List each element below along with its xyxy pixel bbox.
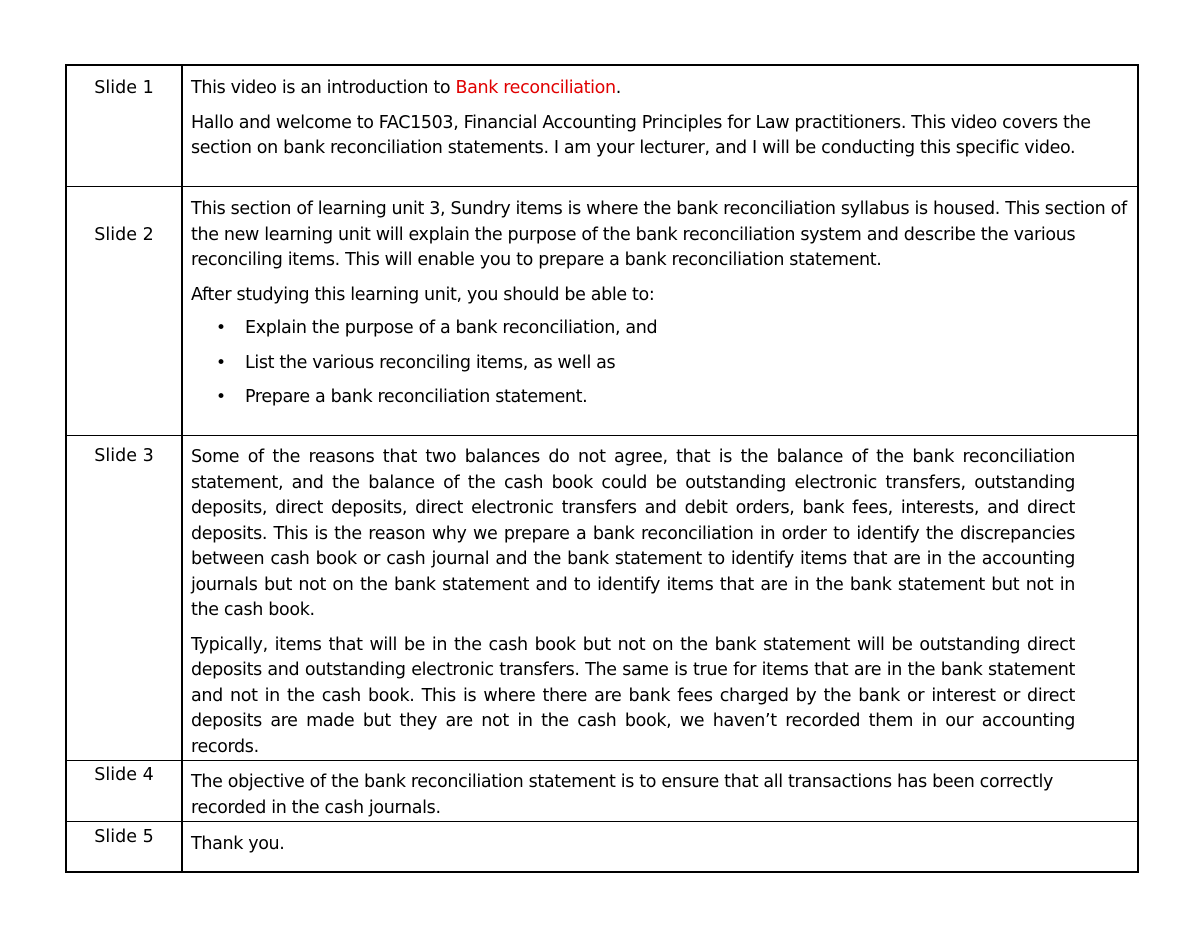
slide-label: Slide 4 (67, 761, 183, 821)
paragraph: Some of the reasons that two balances do not agree, that is the balance of the bank reconciliation statement, and the balance of the cash book could be outstanding electronic transfers, outstanding deposits, direct deposits, direct electronic transfers and debit orders, bank fees, interests, and direct deposits. This is the reason why we prepare a bank reconciliation in order to identify the discrepancies between cash book or cash journal and the bank statement to identify items that are in the accounting journals but not on the bank statement and to identify items that are in the bank statement but not in the cash book. (191, 447, 1075, 620)
slide-text (183, 761, 1137, 821)
objectives-list (191, 316, 1135, 411)
slide-label: Slide 2 (67, 187, 183, 435)
paragraph: This section of learning unit 3, Sundry items is where the bank reconciliation syllabus is housed. This section of the new learning unit will explain the purpose of the bank reconciliation system and describe the various reconciling items. This will enable you to prepare a bank reconciliation statement. (191, 199, 1127, 270)
highlighted-topic: Bank reconciliation (455, 78, 616, 98)
bullet-icon: • (216, 318, 226, 338)
intro-suffix: . (615, 78, 621, 98)
slide-text (183, 187, 1137, 435)
bullet-icon: • (216, 387, 226, 407)
table-row (67, 66, 1137, 186)
bullet-icon: • (216, 352, 226, 373)
paragraph: Typically, items that will be in the cash book but not on the bank statement will be outstanding direct deposits and outstanding electronic transfers. The same is true for items that are in the bank statement and not in the cash book. This is where there are bank fees charged by the bank or interest or direct deposits are made but they are not in the cash book, we haven’t recorded them in our accounting records. (191, 634, 1075, 757)
slide-label: Slide 1 (67, 66, 183, 186)
table-row (67, 760, 1137, 821)
table-row (67, 186, 1137, 435)
script-table (65, 64, 1139, 873)
paragraph: The objective of the bank reconciliation statement is to ensure that all transactions has been correctly recorded in the cash journals. (191, 772, 1054, 818)
slide-label: Slide 5 (67, 822, 183, 871)
intro-prefix: This video is an introduction to (191, 78, 456, 98)
table-row (67, 435, 1137, 760)
slide-text (183, 436, 1137, 760)
slide-label: Slide 3 (67, 436, 183, 760)
slide-text (183, 822, 1137, 871)
intro-line (191, 76, 1135, 102)
list-item-text: Prepare a bank reconciliation statement. (245, 387, 588, 407)
list-item (216, 385, 1135, 411)
paragraph: Hallo and welcome to FAC1503, Financial Accounting Principles for Law practitioners. This video covers the section on bank reconciliation statements. I am your lecturer, and I will be conducting this specific video. (191, 112, 1091, 158)
table-row (67, 821, 1137, 871)
paragraph: Thank you. (191, 834, 285, 854)
list-item-text: List the various reconciling items, as well as (245, 352, 616, 373)
list-lead: After studying this learning unit, you should be able to: (191, 284, 655, 305)
list-item-text: Explain the purpose of a bank reconciliation, and (245, 318, 658, 338)
slide-text (183, 66, 1137, 186)
list-item (216, 316, 1135, 342)
list-item (216, 351, 1135, 377)
